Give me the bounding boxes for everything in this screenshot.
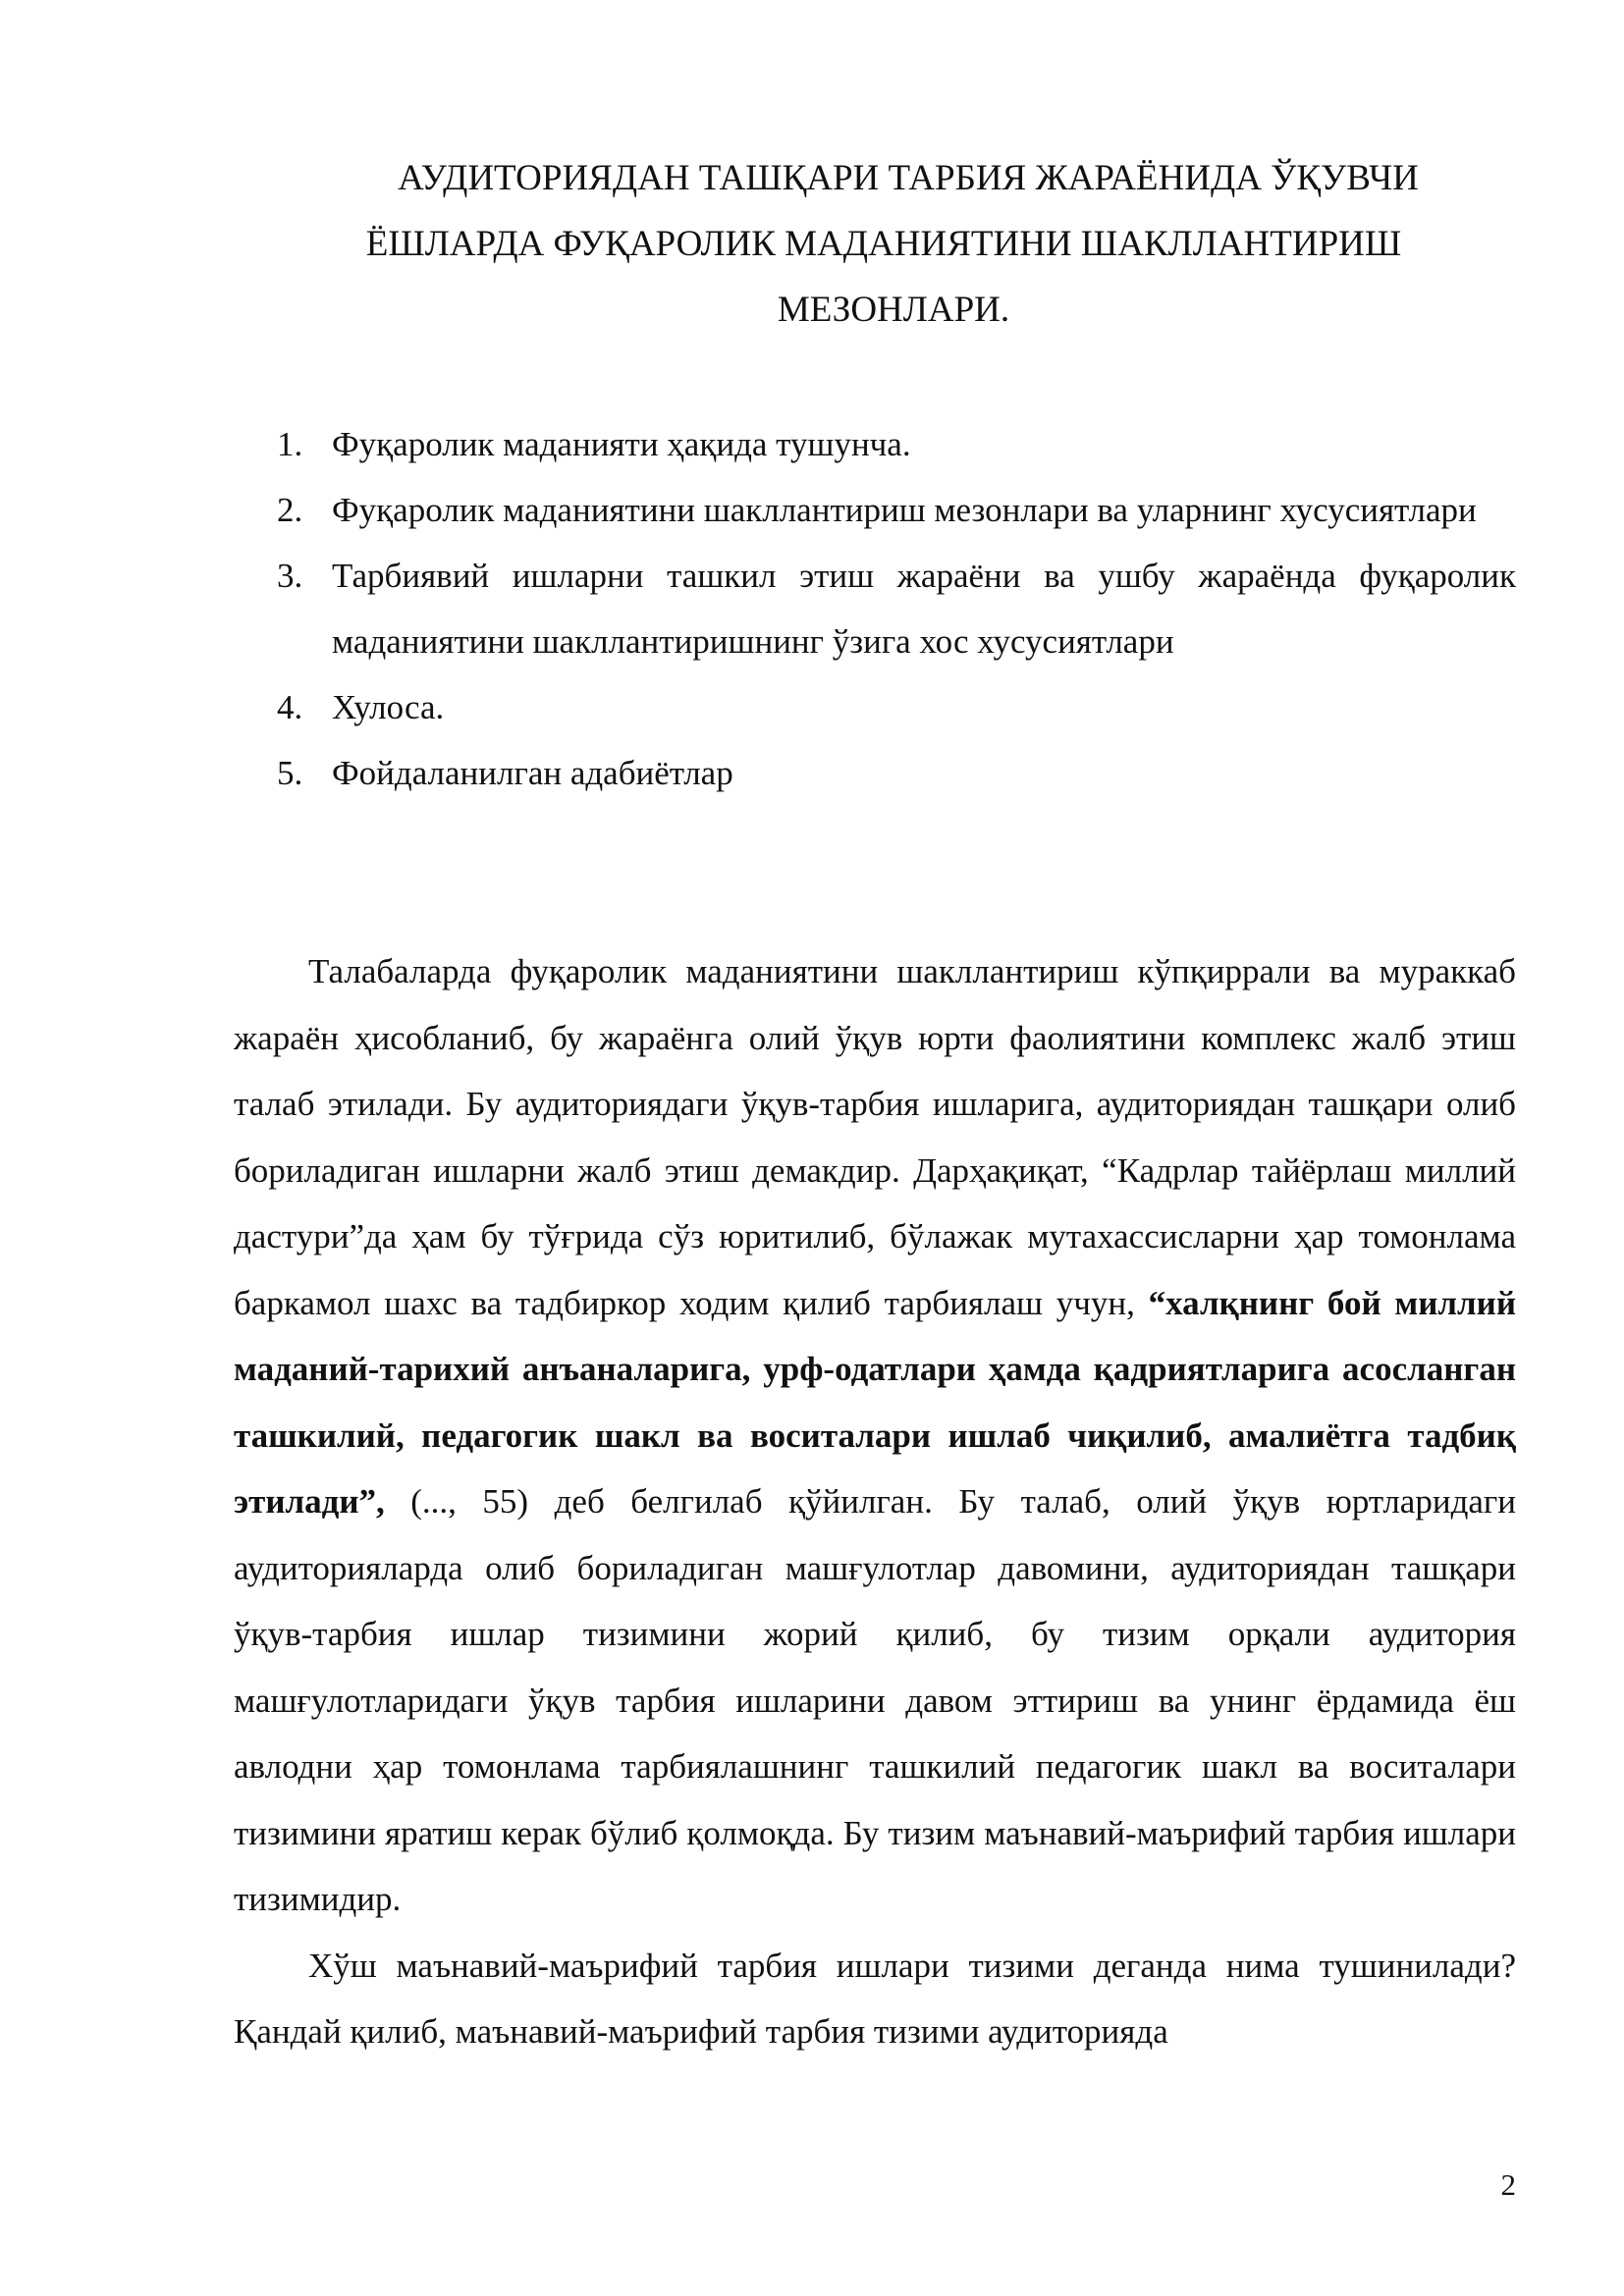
contents-item-number: 5. (277, 754, 303, 792)
title-line-1: АУДИТОРИЯДАН ТАШҚАРИ ТАРБИЯ ЖАРАЁНИДА ЎҚУВЧИ (398, 158, 1419, 198)
title-line-2: ЁШЛАРДА ФУҚАРОЛИК МАДАНИЯТИНИ ШАКЛЛАНТИРИШ (365, 224, 1402, 264)
contents-list (273, 411, 1516, 806)
title-line-3: МЕЗОНЛАРИ. (777, 290, 1010, 330)
contents-item-text: Фуқаролик маданияти ҳақида тушунча. (332, 425, 911, 463)
contents-item-text: Фуқаролик маданиятини шакллантириш мезонлари ва уларнинг хусусиятлари (332, 491, 1477, 529)
contents-item (273, 740, 1516, 806)
contents-item (273, 477, 1516, 543)
contents-item (273, 411, 1516, 477)
contents-item (273, 543, 1516, 674)
contents-item (273, 674, 1516, 740)
contents-item-number: 3. (277, 557, 303, 595)
contents-item-number: 2. (277, 491, 303, 529)
body-paragraph-1 (234, 938, 1516, 1933)
contents-item-text: Хулоса. (332, 688, 445, 726)
page-number: 2 (1500, 2167, 1516, 2202)
paragraph-text: (..., 55) деб белгилаб қўйилган. Бу талаб, олий ўқув юртларидаги аудиторияларда олиб бориладиган машғулотлар давомини, аудиториядан ташқари ўқув-тарбия ишлар тизимини жорий қилиб, бу тизим орқали аудитория машғулотларидаги ўқув тарбия ишларини давом эттириш ва унинг ёрдамида ёш авлодни ҳар томонлама тарбиялашнинг ташкилий педагогик шакл ва воситалари тизимини яратиш керак бўлиб қолмоқда. Бу тизим маънавий-маърифий тарбия ишлари тизимидир. (234, 1482, 1516, 1918)
document-title (295, 145, 1492, 343)
body-text (234, 938, 1516, 2065)
contents-item-number: 1. (277, 425, 303, 463)
paragraph-text: Талабаларда фуқаролик маданиятини шакллантириш кўпқиррали ва мураккаб жараён ҳисобланиб, бу жараёнга олий ўқув юрти фаолиятини комплекс жалб этиш талаб этилади. Бу аудиториядаги ўқув-тарбия ишларига, аудиториядан ташқари олиб бориладиган ишларни жалб этиш демакдир. Дарҳақиқат, “Кадрлар тайёрлаш миллий дастури”да ҳам бу тўғрида сўз юритилиб, бўлажак мутахассисларни ҳар томонлама баркамол шахс ва тадбиркор ходим қилиб тарбиялаш учун, (234, 952, 1516, 1322)
quoted-bold-text: “халқнинг бой миллий маданий-тарихий анъаналарига, урф-одатлари ҳамда қадриятларига асосланган ташкилий, педагогик шакл ва воситалари ишлаб чиқилиб, амалиётга тадбиқ этилади”, (234, 1283, 1516, 1521)
body-paragraph-2: Хўш маънавий-маърифий тарбия ишлари тизими деганда нима тушинилади? Қандай қилиб, маънавий-маърифий тарбия тизими аудиторияда (234, 1946, 1516, 2051)
contents-item-number: 4. (277, 688, 303, 726)
contents-item-text: Тарбиявий ишларни ташкил этиш жараёни ва ушбу жараёнда фуқаролик маданиятини шакллантиришнинг ўзига хос хусусиятлари (332, 557, 1516, 661)
contents-item-text: Фойдаланилган адабиётлар (332, 754, 733, 792)
